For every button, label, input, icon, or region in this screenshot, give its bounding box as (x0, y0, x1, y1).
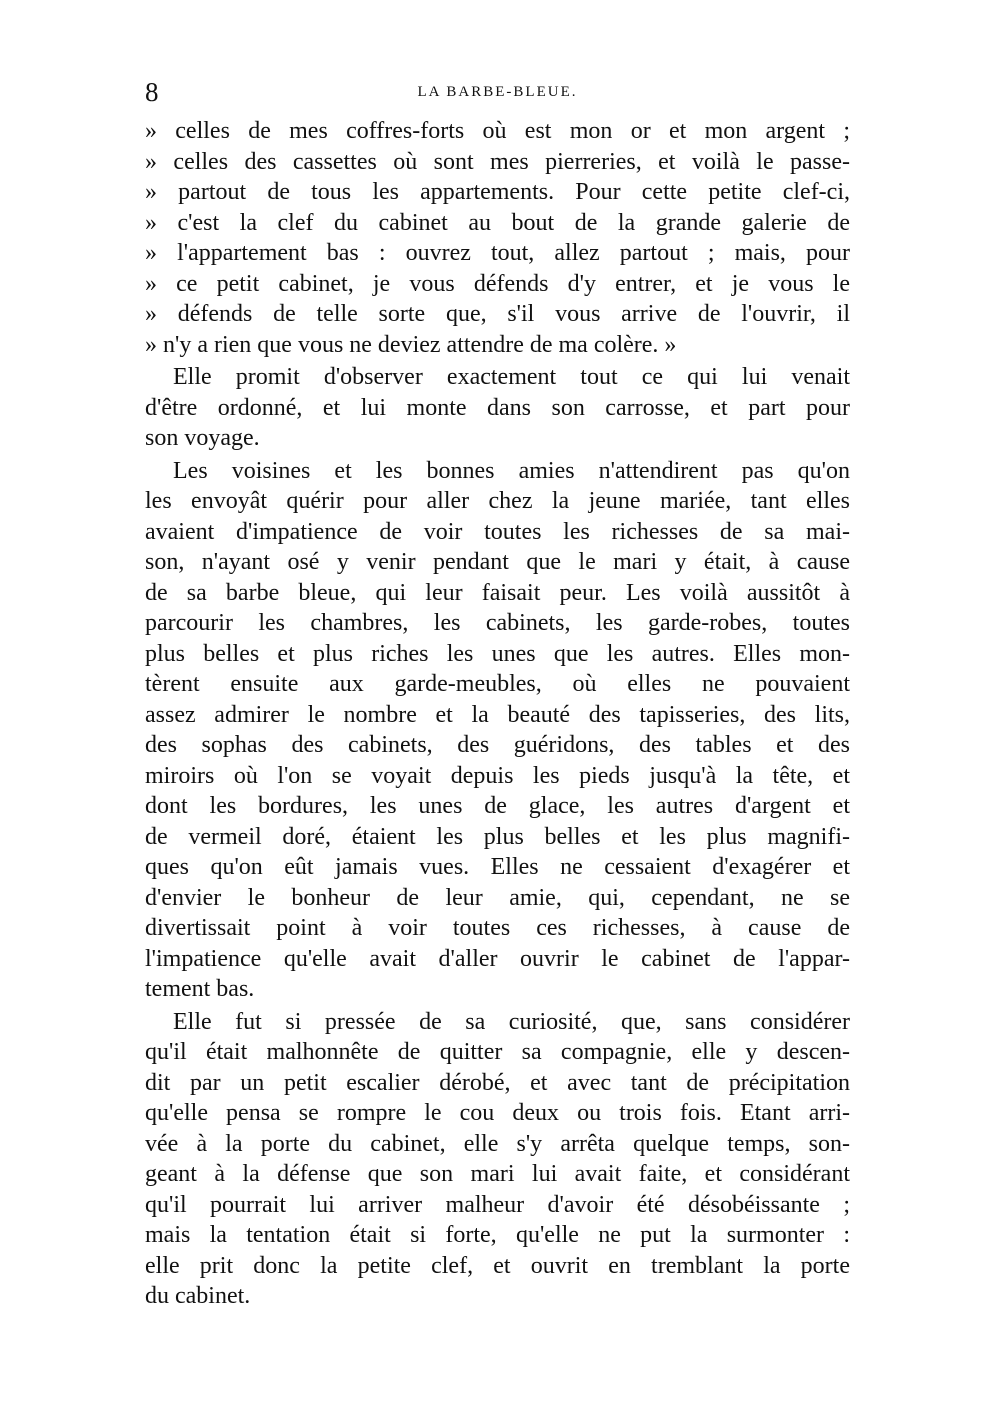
text-line: Les voisines et les bonnes amies n'attendirent pas qu'on (173, 457, 850, 484)
text-line: qu'il était malhonnête de quitter sa compagnie, elle y descen- (145, 1039, 850, 1065)
text-line: Elle fut si pressée de sa curiosité, que, sans considérer (173, 1008, 850, 1035)
text-line: » n'y a rien que vous ne deviez attendre de ma colère. » (145, 331, 677, 358)
text-line: » celles de mes coffres-forts où est mon or et mon argent ; (145, 118, 850, 144)
paragraph (145, 456, 850, 1005)
text-line: plus belles et plus riches les unes que les autres. Elles mon- (145, 640, 850, 667)
text-line: vée à la porte du cabinet, elle s'y arrêta quelque temps, son- (145, 1130, 850, 1157)
text-line: dont les bordures, les unes de glace, les autres d'argent et (145, 793, 850, 819)
paragraph (145, 1007, 850, 1312)
text-line: divertissait point à voir toutes ces richesses, à cause de (145, 915, 850, 941)
text-line: son, n'ayant osé y venir pendant que le mari y était, à cause (145, 549, 850, 575)
text-line: parcourir les chambres, les cabinets, les garde-robes, toutes (145, 610, 850, 636)
text-line: » défends de telle sorte que, s'il vous arrive de l'ouvrir, il (145, 301, 850, 327)
text-line: son voyage. (145, 425, 260, 451)
text-line: qu'il pourrait lui arriver malheur d'avoir été désobéissante ; (145, 1191, 850, 1218)
text-line: qu'elle pensa se rompre le cou deux ou trois fois. Etant arri- (145, 1100, 850, 1126)
running-title: LA BARBE-BLEUE. (417, 84, 578, 100)
text-line: d'envier le bonheur de leur amie, qui, cependant, ne se (145, 884, 850, 911)
text-line: elle prit donc la petite clef, et ouvrit en tremblant la porte (145, 1252, 850, 1279)
paragraph (145, 362, 850, 454)
text-line: tèrent ensuite aux garde-meubles, où elles ne pouvaient (145, 671, 850, 697)
text-line: d'être ordonné, et lui monte dans son carrosse, et part pour (145, 394, 850, 421)
text-line: les envoyât quérir pour aller chez la jeune mariée, tant elles (145, 488, 850, 514)
running-head (145, 76, 850, 108)
text-line: mais la tentation était si forte, qu'elle ne put la surmonter : (145, 1222, 850, 1248)
text-line: du cabinet. (145, 1283, 251, 1309)
text-line: miroirs où l'on se voyait depuis les pieds jusqu'à la tête, et (145, 762, 850, 789)
text-line: geant à la défense que son mari lui avait faite, et considérant (145, 1161, 850, 1187)
text-line: de vermeil doré, étaient les plus belles et les plus magnifi- (145, 823, 850, 850)
text-line: de sa barbe bleue, qui leur faisait peur. Les voilà aussitôt à (145, 579, 850, 606)
text-line: ques qu'on eût jamais vues. Elles ne cessaient d'exagérer et (145, 854, 850, 880)
text-line: » celles des cassettes où sont mes pierreries, et voilà le passe- (145, 148, 850, 175)
text-line: Elle promit d'observer exactement tout ce qui lui venait (173, 364, 850, 390)
page-number: 8 (145, 77, 159, 107)
text-line: avaient d'impatience de voir toutes les richesses de sa mai- (145, 518, 850, 545)
body-text (145, 116, 850, 1312)
text-line: » c'est la clef du cabinet au bout de la grande galerie de (145, 209, 850, 236)
text-line: » l'appartement bas : ouvrez tout, allez partout ; mais, pour (145, 240, 850, 266)
text-line: » ce petit cabinet, je vous défends d'y entrer, et je vous le (145, 270, 850, 297)
text-line: dit par un petit escalier dérobé, et avec tant de précipitation (145, 1069, 850, 1096)
text-line: » partout de tous les appartements. Pour cette petite clef-ci, (145, 179, 850, 205)
text-line: assez admirer le nombre et la beauté des tapisseries, des lits, (145, 701, 850, 728)
paragraph (145, 116, 850, 360)
text-line: tement bas. (145, 976, 255, 1002)
text-line: l'impatience qu'elle avait d'aller ouvrir le cabinet de l'appar- (145, 945, 850, 972)
text-line: des sophas des cabinets, des guéridons, des tables et des (145, 732, 850, 758)
